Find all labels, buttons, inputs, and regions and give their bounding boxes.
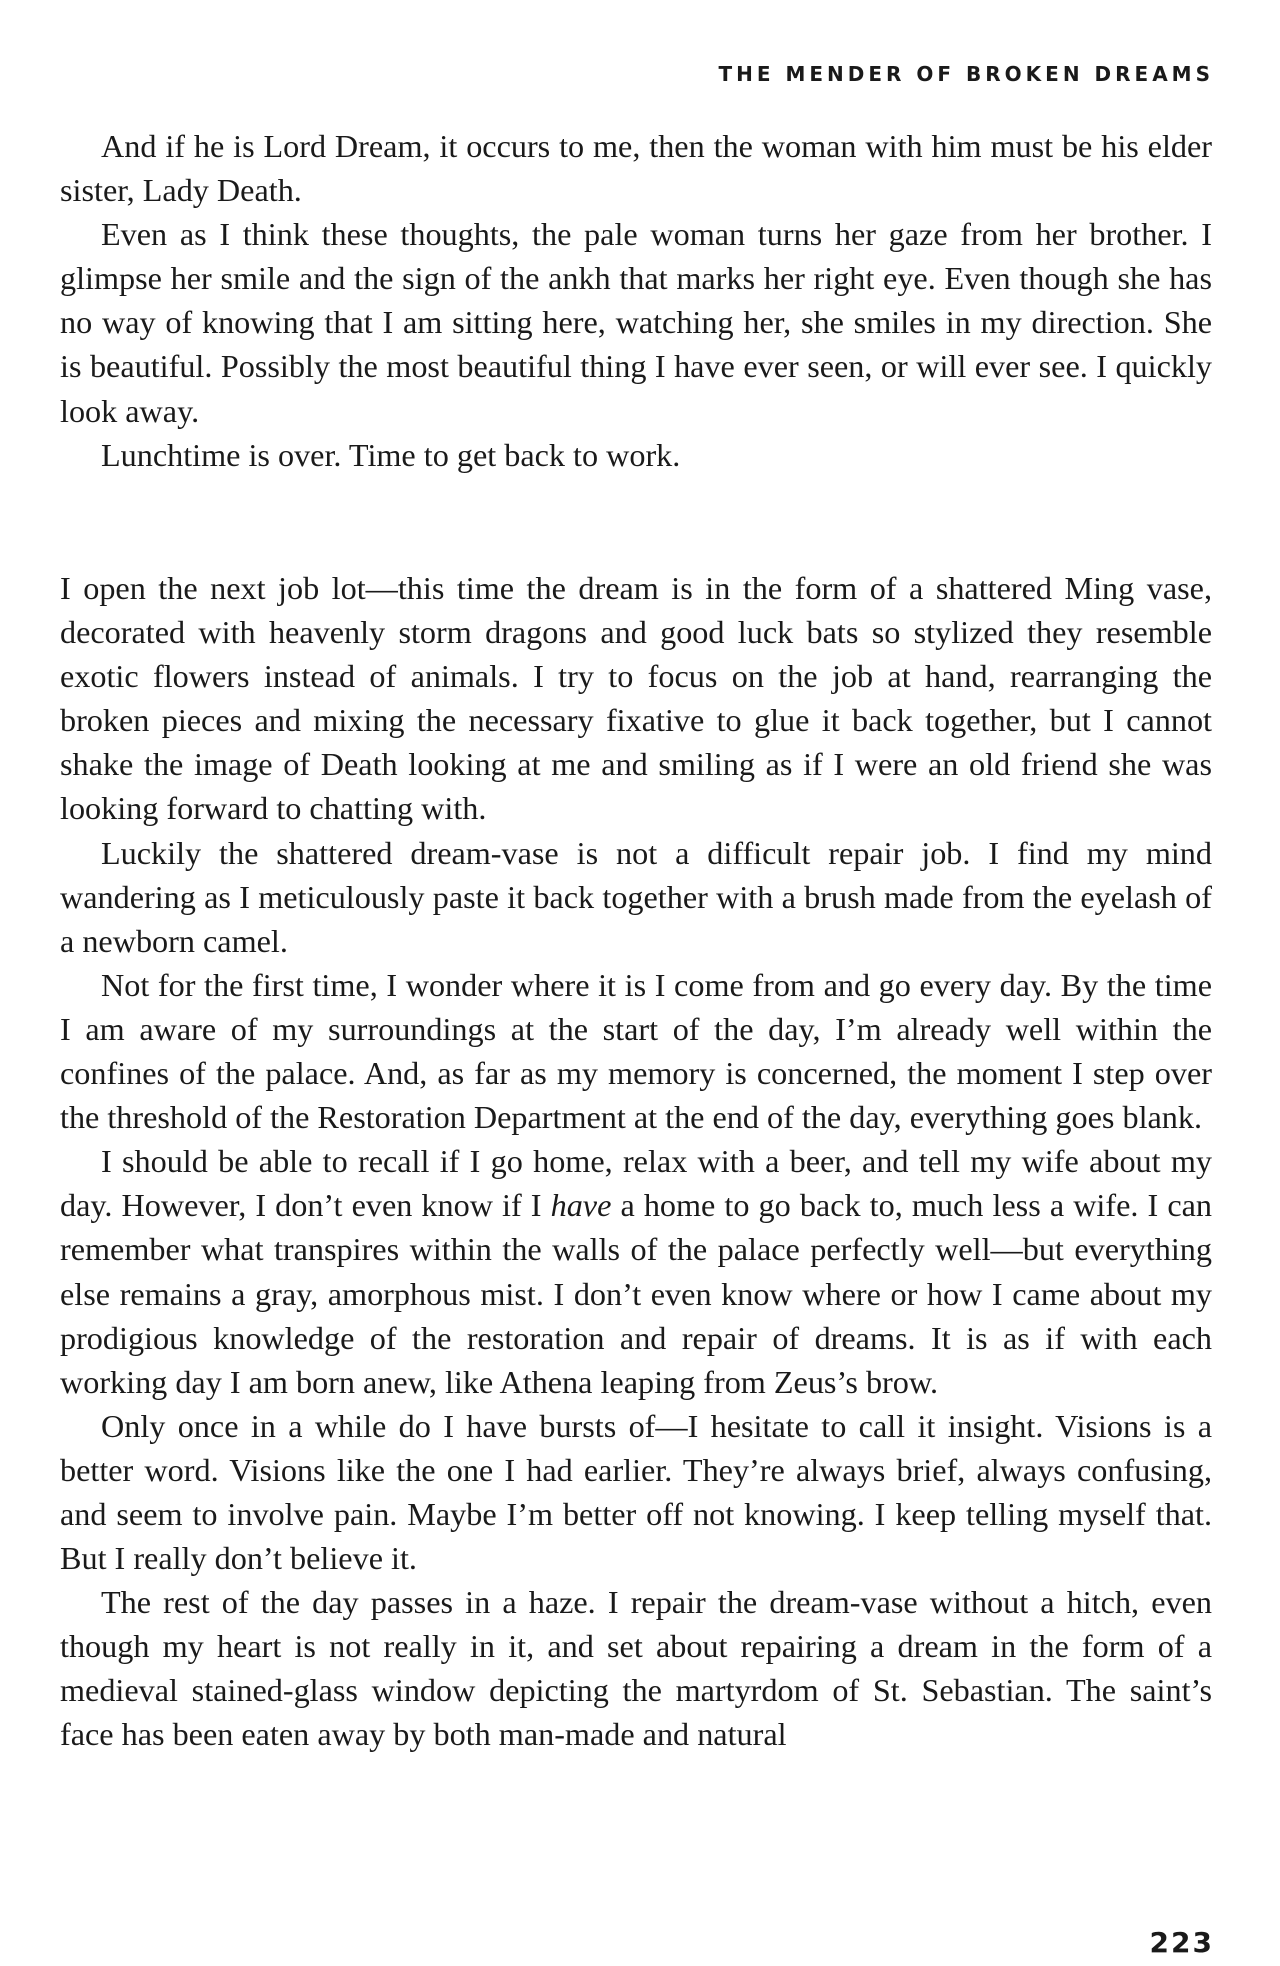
paragraph: Lunchtime is over. Time to get back to work. [101, 436, 681, 473]
paragraph: I open the next job lot—this time the dream is in the form of a shattered Ming vase, decorated with heavenly storm dragons and good luck bats so stylized they resemble exotic flowers instead of animals. I try to focus on the job at hand, rearranging the broken pieces and mixing the necessary fixative to glue it back together, but I cannot shake the image of Death looking at me and smiling as if I were an old friend she was looking forward to chatting with. [60, 570, 1212, 827]
page-number: 223 [1149, 1926, 1214, 1959]
paragraph: Only once in a while do I have bursts of—I hesitate to call it insight. Visions is a better word. Visions like the one I had earlier. They’re always brief, always confusing, and seem to involve pain. Maybe I’m better off not knowing. I keep telling myself that. But I really don’t believe it. [60, 1407, 1212, 1577]
paragraph: And if he is Lord Dream, it occurs to me, then the woman with him must be his elder sister, Lady Death. [60, 128, 1212, 209]
paragraph: Luckily the shattered dream-vase is not a difficult repair job. I find my mind wandering as I meticulously paste it back together with a brush made from the eyelash of a newborn camel. [60, 834, 1212, 959]
paragraph: Even as I think these thoughts, the pale woman turns her gaze from her brother. I glimpse her smile and the sign of the ankh that marks her right eye. Even though she has no way of knowing that I am sitting here, watching her, she smiles in my direction. She is beautiful. Possibly the most beautiful thing I have ever seen, or will ever see. I quickly look away. [60, 216, 1212, 429]
paragraph: The rest of the day passes in a haze. I repair the dream-vase without a hitch, even though my heart is not really in it, and set about repairing a dream in the form of a medieval stained-glass window depicting the martyrdom of St. Sebastian. The saint’s face has been eaten away by both man-made and natural [60, 1584, 1212, 1753]
section-2-text [60, 566, 1212, 1757]
section-1-text [60, 124, 1212, 477]
emphasis-text: have [550, 1187, 612, 1224]
paragraph: Not for the first time, I wonder where it is I come from and go every day. By the time I am aware of my surroundings at the start of the day, I’m already well within the confines of the palace. And, as far as my memory is concerned, the moment I step over the threshold of the Restoration Department at the end of the day, everything goes blank. [60, 966, 1212, 1136]
paragraph-text: I should be able to recall if I go home, relax with a beer, and tell my wife about my day. However, I don’t even know if I [60, 1143, 1212, 1224]
running-head: THE MENDER OF BROKEN DREAMS [718, 62, 1214, 86]
paragraph [60, 1139, 1212, 1404]
paragraph-text: a home to go back to, much less a wife. I can remember what transpires within the walls of the palace perfectly well—but everything else remains a gray, amorphous mist. I don’t even know where or how I came about my prodigious knowledge of the restoration and repair of dreams. It is as if with each working day I am born anew, like Athena leaping from Zeus’s brow. [60, 1187, 1212, 1400]
